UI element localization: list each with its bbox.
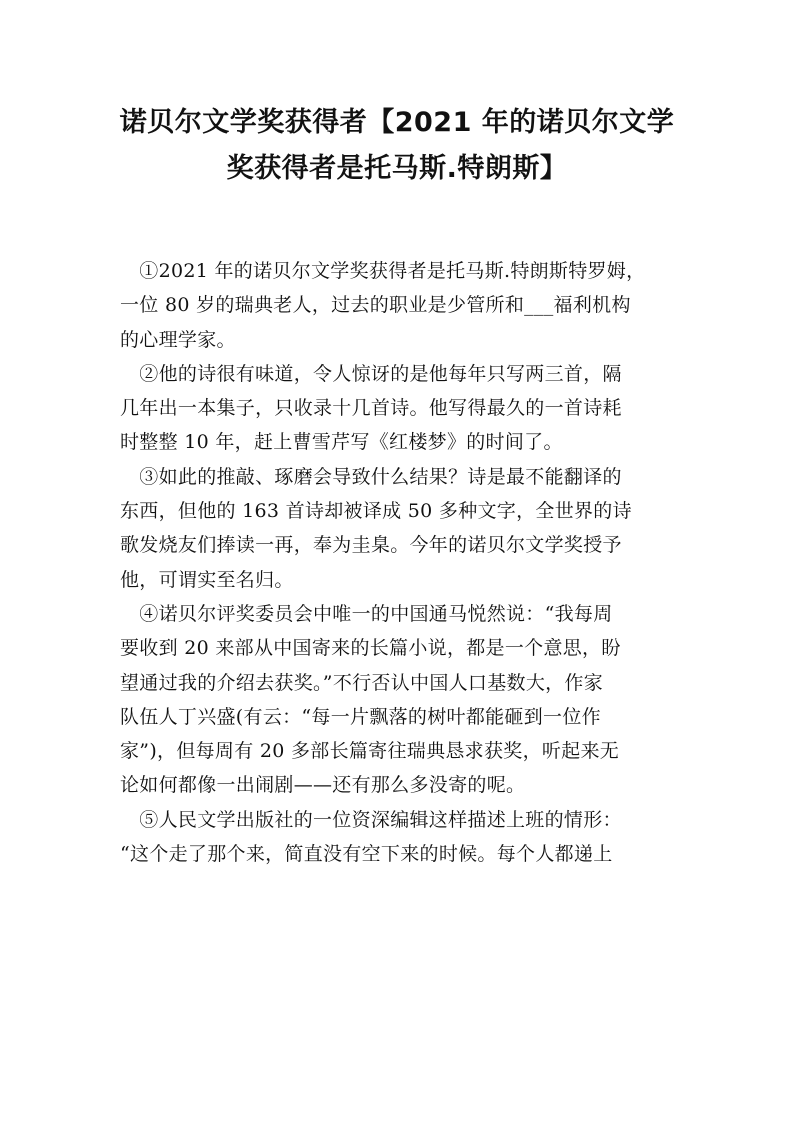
body-line: 他，可谓实至名归。: [120, 568, 294, 591]
body-line: “这个走了那个来，简直没有空下来的时候。每个人都递上: [120, 843, 613, 866]
body-line: 望通过我的介绍去获奖。”不行否认中国人口基数大，作家: [120, 671, 604, 694]
document-body: [120, 254, 680, 871]
body-line: 队伍人丁兴盛(有云：“每一片飘落的树叶都能砸到一位作: [120, 705, 601, 728]
title-line-1: 诺贝尔文学奖获得者【2021 年的诺贝尔文学: [119, 107, 675, 138]
body-line: 歌发烧友们捧读一再，奉为圭臬。今年的诺贝尔文学奖授予: [120, 534, 622, 557]
body-line: 的心理学家。: [120, 328, 236, 351]
body-line: ⑤人民文学出版社的一位资深编辑这样描述上班的情形：: [120, 808, 622, 831]
body-line: 论如何都像一出闹剧——还有那么多没寄的呢。: [120, 774, 526, 797]
body-line: ③如此的推敲、琢磨会导致什么结果？诗是最不能翻译的: [120, 465, 622, 488]
body-line: ①2021 年的诺贝尔文学奖获得者是托马斯.特朗斯特罗姆，: [120, 260, 646, 282]
body-line: 时整整 10 年，赶上曹雪芹写《红楼梦》的时间了。: [120, 431, 563, 454]
document-title: [90, 100, 704, 192]
body-line: 几年出一本集子，只收录十几首诗。他写得最久的一首诗耗: [120, 397, 622, 420]
body-line: ④诺贝尔评奖委员会中唯一的中国通马悦然说：“我每周: [120, 602, 613, 625]
body-line: 要收到 20 来部从中国寄来的长篇小说，都是一个意思，盼: [120, 637, 621, 660]
body-line: ②他的诗很有味道，令人惊讶的是他每年只写两三首，隔: [120, 362, 622, 385]
title-line-2: 奖获得者是托马斯.特朗斯】: [226, 153, 568, 184]
body-line: 东西，但他的 163 首诗却被译成 50 多种文字，全世界的诗: [120, 500, 632, 523]
body-line: 一位 80 岁的瑞典老人，过去的职业是少管所和___福利机构: [120, 294, 631, 317]
body-line: 家”)，但每周有 20 多部长篇寄往瑞典恳求获奖，听起来无: [120, 740, 620, 763]
